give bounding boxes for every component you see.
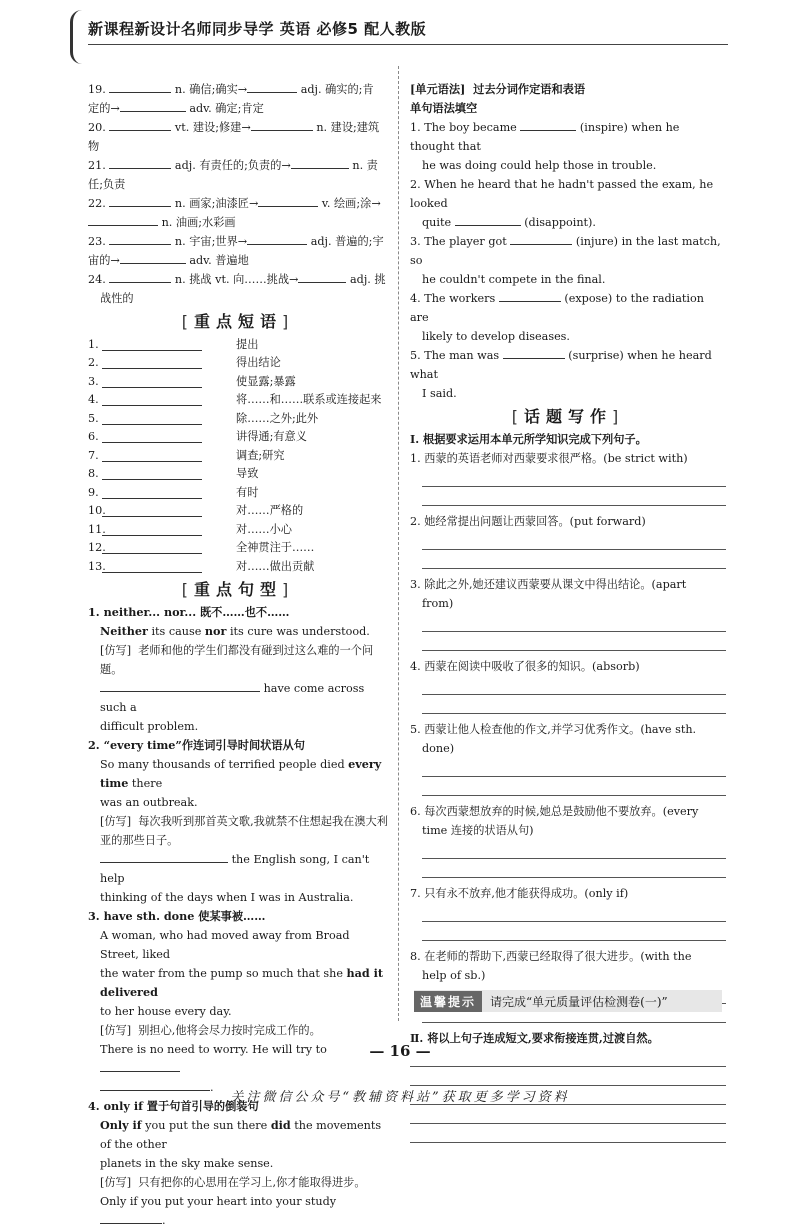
answer-blank[interactable] [102,356,202,369]
phrase-list [88,335,388,576]
phrase-row: 7. 调查;研究 [88,448,285,462]
column-divider [398,66,399,1021]
writing-answer-line[interactable] [422,615,726,632]
phrase-row: 1. 提出 [88,337,259,351]
writing-item: 2. 她经常提出问题让西蒙回答。(put forward) [410,512,726,569]
answer-blank[interactable] [100,850,228,863]
answer-blank[interactable] [102,560,202,573]
right-column [410,80,726,1143]
answer-blank[interactable] [100,679,260,692]
grammar-item: 3. The player got (injure) in the last match, so he couldn't compete in the final. [410,232,726,289]
writing-answer-line[interactable] [422,489,726,506]
page-number: — 16 — [369,1042,431,1060]
writing-answer-line[interactable] [422,678,726,695]
writing-answer-line[interactable] [422,842,726,859]
writing-item: 1. 西蒙的英语老师对西蒙要求很严格。(be strict with) [410,449,726,506]
phrases-title: [重点短语] [181,312,295,331]
answer-blank[interactable] [102,375,202,388]
sentence-pattern-3: 3. have sth. done 使某事被…… A woman, who had moved away from Broad Street, liked the water from the pump so much that she had it delivered to her house every day. [仿写] 别担心,他将会尽力按时完成工作的。 There is no need to worry. He will try to . [88,908,384,1094]
answer-blank[interactable] [258,194,318,207]
answer-blank[interactable] [109,194,171,207]
writing-item: 7. 只有永不放弃,他才能获得成功。(only if) [410,884,726,941]
answer-blank[interactable] [102,504,202,517]
vocab-item-20: 20. vt. 建设;修建→ n. 建设;建筑物 [88,118,388,156]
answer-blank[interactable] [503,346,565,359]
answer-blank[interactable] [109,270,171,283]
writing-item: 5. 西蒙让他人检查他的作文,并学习优秀作文。(have sth. done) [410,720,726,796]
writing-answer-line[interactable] [422,779,726,796]
phrase-row: 5. 除……之外;此外 [88,411,319,425]
answer-blank[interactable] [109,80,171,93]
vocab-item-24: 24. n. 挑战 vt. 向……挑战→ adj. 挑 战性的 [88,270,388,308]
phrase-row: 11. 对……小心 [88,522,292,536]
writing-answer-line[interactable] [410,1126,726,1143]
writing-answer-line[interactable] [422,552,726,569]
answer-blank[interactable] [251,118,313,131]
phrase-row: 6. 讲得通;有意义 [88,430,307,444]
reminder-text: 请完成“单元质量评估检测卷(一)” [490,994,668,1009]
answer-blank[interactable] [102,338,202,351]
answer-blank[interactable] [499,289,561,302]
sentence-pattern-4: 4. only if 置于句首引导的倒装句 Only if you put the sun there did the movements of the other planets in the sky make sense. [仿写] 只有把你的心思用在学习上,你才能取得进步。 Only if you put your heart into your study . [88,1098,382,1227]
writing-answer-line[interactable] [422,634,726,651]
answer-blank[interactable] [102,430,202,443]
phrase-row: 10. 对……严格的 [88,504,304,518]
writing-item: 4. 西蒙在阅读中吸收了很多的知识。(absorb) [410,657,726,714]
vocab-item-19: 19. n. 确信;确实→ adj. 确实的;肯 定的→ adv. 确定;肯定 [88,80,388,118]
grammar-item: 2. When he heard that he hadn't passed the exam, he looked quite (disappoint). [410,178,714,229]
answer-blank[interactable] [455,213,521,226]
reminder-box [414,990,722,1012]
header-bracket [70,10,87,64]
answer-blank[interactable] [102,449,202,462]
answer-blank[interactable] [247,80,297,93]
answer-blank[interactable] [88,213,158,226]
writing-title: [话题写作] [511,407,625,426]
answer-blank[interactable] [109,232,171,245]
phrase-row: 4. 将……和……联系或连接起来 [88,393,382,407]
writing-answer-line[interactable] [422,697,726,714]
header-rule [88,44,728,45]
grammar-item: 1. The boy became (inspire) when he thought that he was doing could help those in trouble. [410,118,726,175]
writing-answer-line[interactable] [422,905,726,922]
sentence-pattern-2: 2. “every time”作连词引导时间状语从句 So many thousands of terrified people died every time there was an outbreak. [仿写] 每次我听到那首英文歌,我就禁不住想起我在澳大利亚的那些日子。 the English song, I can't help thinking of the days when I was in Australia. [88,737,388,904]
answer-blank[interactable] [520,118,576,131]
answer-blank[interactable] [109,118,171,131]
writing-answer-line[interactable] [410,1107,726,1124]
writing-answer-line[interactable] [422,760,726,777]
writing-answer-line[interactable] [422,470,726,487]
answer-blank[interactable] [102,486,202,499]
answer-blank[interactable] [102,412,202,425]
answer-blank[interactable] [109,156,171,169]
answer-blank[interactable] [102,393,202,406]
phrase-row: 9. 有时 [88,485,259,499]
grammar-item: 4. The workers (expose) to the radiation are likely to develop diseases. [410,289,726,346]
vocab-item-21: 21. adj. 有责任的;负责的→ n. 责 任;负责 [88,156,388,194]
phrase-row: 12. 全神贯注于…… [88,541,315,555]
answer-blank[interactable] [510,232,572,245]
writing-answer-line[interactable] [422,924,726,941]
grammar-item: 5. The man was (surprise) when he heard what I said. [410,346,726,403]
answer-blank[interactable] [102,467,202,480]
vocab-item-22: 22. n. 画家;油漆匠→ v. 绘画;涂→ n. 油画;水彩画 [88,194,388,232]
answer-blank[interactable] [120,99,186,112]
phrase-row: 8. 导致 [88,467,259,481]
sentences-title: [重点句型] [181,579,295,599]
footer-note: 关注微信公众号“教辅资料站”获取更多学习资料 [230,1090,570,1105]
phrase-row: 3. 使显露;暴露 [88,374,296,388]
page-header: 新课程新设计名师同步导学 英语 必修5 配人教版 [88,20,427,38]
sentence-pattern-1: 1. neither... nor... 既不……也不…… Neither its cause nor its cure was understood. [仿写] 老师和他的学生们都没有碰到过这么难的一个问题。 have come across such a difficult problem. [88,604,374,733]
answer-blank[interactable] [120,251,186,264]
vocab-item-23: 23. n. 宇宙;世界→ adj. 普遍的;宇 宙的→ adv. 普遍地 [88,232,388,270]
writing-answer-line[interactable] [422,533,726,550]
writing-part-1: Ⅰ. 根据要求运用本单元所学知识完成下列句子。 [410,432,647,446]
writing-item: 3. 除此之外,她还建议西蒙要从课文中得出结论。(apart from) [410,575,726,651]
phrase-row: 2. 得出结论 [88,356,281,370]
answer-blank[interactable] [102,523,202,536]
writing-answer-line[interactable] [422,861,726,878]
answer-blank[interactable] [298,270,346,283]
answer-blank[interactable] [247,232,307,245]
writing-part-2: Ⅱ. 将以上句子连成短文,要求衔接连贯,过渡自然。 [410,1031,659,1045]
answer-blank[interactable] [100,1211,162,1224]
writing-item: 8. 在老师的帮助下,西蒙已经取得了很大进步。(with the help of sb.) [410,947,726,1023]
writing-answer-line[interactable] [410,1069,726,1086]
answer-blank[interactable] [291,156,349,169]
writing-item: 6. 每次西蒙想放弃的时候,她总是鼓励他不要放弃。(every time 连接的状语从句) [410,802,726,878]
answer-blank[interactable] [102,541,202,554]
reminder-label: 温馨提示 [414,991,482,1012]
grammar-section: [单元语法] 过去分词作定语和表语 单句语法填空 1. The boy became (inspire) when he thought that he was doing could help those in trouble. 2. When he heard that he hadn't passed the exam, he looked quite (disappoint). 3. The player got (injure) in the last match, so he couldn't compete in the final. 4. The workers (expose) to the radiation are likely to develop diseases. 5. The man was (surprise) when he heard what I said. [410,80,726,403]
phrase-row: 13. 对……做出贡献 [88,559,315,573]
answer-blank[interactable] [100,1059,180,1072]
